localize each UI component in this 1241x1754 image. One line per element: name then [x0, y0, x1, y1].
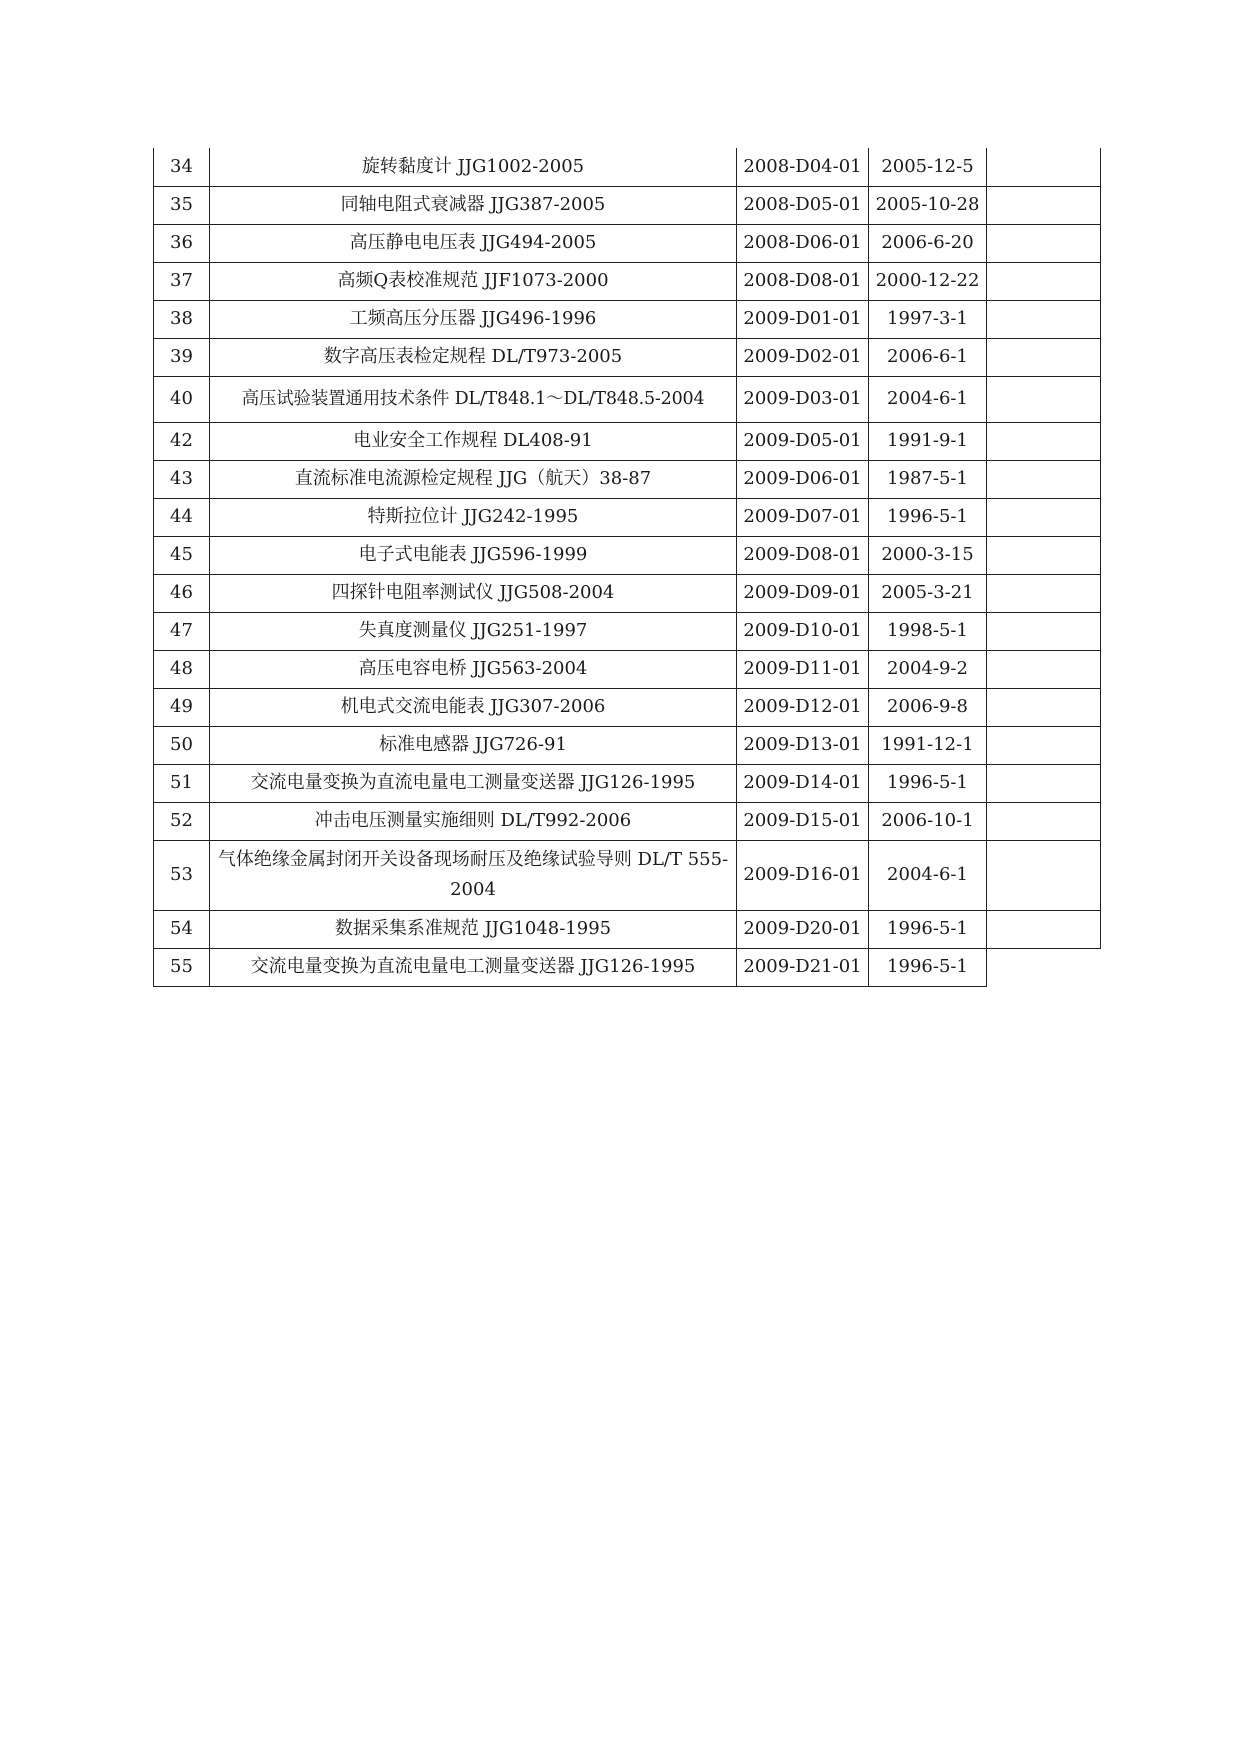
table-row	[154, 498, 1101, 536]
row-number-cell: 37	[154, 262, 210, 300]
effective-date-cell: 2005-3-21	[869, 574, 987, 612]
standard-name-cell: 工频高压分压器 JJG496-1996	[210, 300, 737, 338]
record-code-cell: 2009-D08-01	[737, 536, 869, 574]
table-row	[154, 376, 1101, 422]
blank-cell	[987, 840, 1101, 910]
standard-name-cell: 气体绝缘金属封闭开关设备现场耐压及绝缘试验导则 DL/T 555-2004	[210, 840, 737, 910]
row-number-cell: 49	[154, 688, 210, 726]
effective-date-cell: 2005-10-28	[869, 186, 987, 224]
record-code-cell: 2009-D07-01	[737, 498, 869, 536]
blank-cell	[987, 148, 1101, 186]
row-number-cell: 42	[154, 422, 210, 460]
standards-table	[153, 148, 1101, 987]
standard-name-cell: 电子式电能表 JJG596-1999	[210, 536, 737, 574]
record-code-cell: 2009-D14-01	[737, 764, 869, 802]
effective-date-cell: 1987-5-1	[869, 460, 987, 498]
effective-date-cell: 2004-9-2	[869, 650, 987, 688]
blank-cell	[987, 460, 1101, 498]
effective-date-cell: 2004-6-1	[869, 376, 987, 422]
table-row	[154, 224, 1101, 262]
table-row	[154, 338, 1101, 376]
standard-name-cell: 电业安全工作规程 DL408-91	[210, 422, 737, 460]
effective-date-cell: 1996-5-1	[869, 498, 987, 536]
table-row	[154, 536, 1101, 574]
record-code-cell: 2009-D15-01	[737, 802, 869, 840]
row-number-cell: 48	[154, 650, 210, 688]
table-row	[154, 910, 1101, 948]
blank-cell	[987, 536, 1101, 574]
record-code-cell: 2008-D06-01	[737, 224, 869, 262]
table-row	[154, 726, 1101, 764]
effective-date-cell: 1998-5-1	[869, 612, 987, 650]
table-row	[154, 262, 1101, 300]
record-code-cell: 2009-D09-01	[737, 574, 869, 612]
table-row	[154, 802, 1101, 840]
row-number-cell: 52	[154, 802, 210, 840]
effective-date-cell: 1996-5-1	[869, 910, 987, 948]
row-number-cell: 45	[154, 536, 210, 574]
blank-cell	[987, 910, 1101, 948]
table-row	[154, 186, 1101, 224]
row-number-cell: 47	[154, 612, 210, 650]
table-row	[154, 612, 1101, 650]
row-number-cell: 35	[154, 186, 210, 224]
blank-cell	[987, 802, 1101, 840]
standard-name-cell: 旋转黏度计 JJG1002-2005	[210, 148, 737, 186]
record-code-cell: 2008-D05-01	[737, 186, 869, 224]
table-row	[154, 422, 1101, 460]
row-number-cell: 46	[154, 574, 210, 612]
standard-name-cell: 交流电量变换为直流电量电工测量变送器 JJG126-1995	[210, 764, 737, 802]
record-code-cell: 2009-D02-01	[737, 338, 869, 376]
record-code-cell: 2009-D16-01	[737, 840, 869, 910]
standard-name-cell: 高压静电电压表 JJG494-2005	[210, 224, 737, 262]
standard-name-cell: 冲击电压测量实施细则 DL/T992-2006	[210, 802, 737, 840]
record-code-cell: 2009-D05-01	[737, 422, 869, 460]
standard-name-cell: 数字高压表检定规程 DL/T973-2005	[210, 338, 737, 376]
row-number-cell: 51	[154, 764, 210, 802]
standard-name-cell: 数据采集系准规范 JJG1048-1995	[210, 910, 737, 948]
blank-cell	[987, 650, 1101, 688]
record-code-cell: 2008-D04-01	[737, 148, 869, 186]
table-row	[154, 948, 1101, 986]
table-row	[154, 650, 1101, 688]
effective-date-cell: 2000-3-15	[869, 536, 987, 574]
record-code-cell: 2009-D06-01	[737, 460, 869, 498]
standard-name-cell: 特斯拉位计 JJG242-1995	[210, 498, 737, 536]
standard-name-cell: 失真度测量仪 JJG251-1997	[210, 612, 737, 650]
blank-cell	[987, 186, 1101, 224]
blank-cell	[987, 376, 1101, 422]
row-number-cell: 40	[154, 376, 210, 422]
table-row	[154, 840, 1101, 910]
blank-cell	[987, 262, 1101, 300]
standard-name-cell: 同轴电阻式衰减器 JJG387-2005	[210, 186, 737, 224]
standard-name-cell: 四探针电阻率测试仪 JJG508-2004	[210, 574, 737, 612]
record-code-cell: 2009-D13-01	[737, 726, 869, 764]
row-number-cell: 50	[154, 726, 210, 764]
blank-cell	[987, 688, 1101, 726]
effective-date-cell: 2006-6-20	[869, 224, 987, 262]
standard-name-cell: 标准电感器 JJG726-91	[210, 726, 737, 764]
blank-cell	[987, 612, 1101, 650]
effective-date-cell: 2005-12-5	[869, 148, 987, 186]
effective-date-cell: 1997-3-1	[869, 300, 987, 338]
effective-date-cell: 2000-12-22	[869, 262, 987, 300]
row-number-cell: 44	[154, 498, 210, 536]
standard-name-cell: 高压电容电桥 JJG563-2004	[210, 650, 737, 688]
table-row	[154, 148, 1101, 186]
effective-date-cell: 2004-6-1	[869, 840, 987, 910]
row-number-cell: 54	[154, 910, 210, 948]
row-number-cell: 36	[154, 224, 210, 262]
effective-date-cell: 1991-9-1	[869, 422, 987, 460]
standard-name-cell: 机电式交流电能表 JJG307-2006	[210, 688, 737, 726]
record-code-cell: 2008-D08-01	[737, 262, 869, 300]
effective-date-cell: 2006-9-8	[869, 688, 987, 726]
effective-date-cell: 1996-5-1	[869, 948, 987, 986]
standard-name-cell: 高压试验装置通用技术条件 DL/T848.1～DL/T848.5-2004	[210, 376, 737, 422]
blank-cell	[987, 764, 1101, 802]
table-row	[154, 764, 1101, 802]
blank-cell	[987, 338, 1101, 376]
record-code-cell: 2009-D03-01	[737, 376, 869, 422]
standards-table-container	[153, 148, 1100, 987]
blank-cell	[987, 422, 1101, 460]
row-number-cell: 39	[154, 338, 210, 376]
record-code-cell: 2009-D21-01	[737, 948, 869, 986]
blank-cell	[987, 948, 1101, 986]
standards-table-body	[154, 148, 1101, 986]
blank-cell	[987, 300, 1101, 338]
effective-date-cell: 2006-6-1	[869, 338, 987, 376]
record-code-cell: 2009-D01-01	[737, 300, 869, 338]
blank-cell	[987, 224, 1101, 262]
record-code-cell: 2009-D10-01	[737, 612, 869, 650]
table-row	[154, 574, 1101, 612]
effective-date-cell: 1996-5-1	[869, 764, 987, 802]
table-row	[154, 300, 1101, 338]
record-code-cell: 2009-D11-01	[737, 650, 869, 688]
record-code-cell: 2009-D12-01	[737, 688, 869, 726]
standard-name-cell: 直流标准电流源检定规程 JJG（航天）38-87	[210, 460, 737, 498]
standard-name-cell: 交流电量变换为直流电量电工测量变送器 JJG126-1995	[210, 948, 737, 986]
record-code-cell: 2009-D20-01	[737, 910, 869, 948]
table-row	[154, 460, 1101, 498]
effective-date-cell: 2006-10-1	[869, 802, 987, 840]
blank-cell	[987, 498, 1101, 536]
blank-cell	[987, 726, 1101, 764]
table-row	[154, 688, 1101, 726]
row-number-cell: 38	[154, 300, 210, 338]
row-number-cell: 34	[154, 148, 210, 186]
blank-cell	[987, 574, 1101, 612]
row-number-cell: 43	[154, 460, 210, 498]
row-number-cell: 53	[154, 840, 210, 910]
row-number-cell: 55	[154, 948, 210, 986]
effective-date-cell: 1991-12-1	[869, 726, 987, 764]
standard-name-cell: 高频Q表校准规范 JJF1073-2000	[210, 262, 737, 300]
